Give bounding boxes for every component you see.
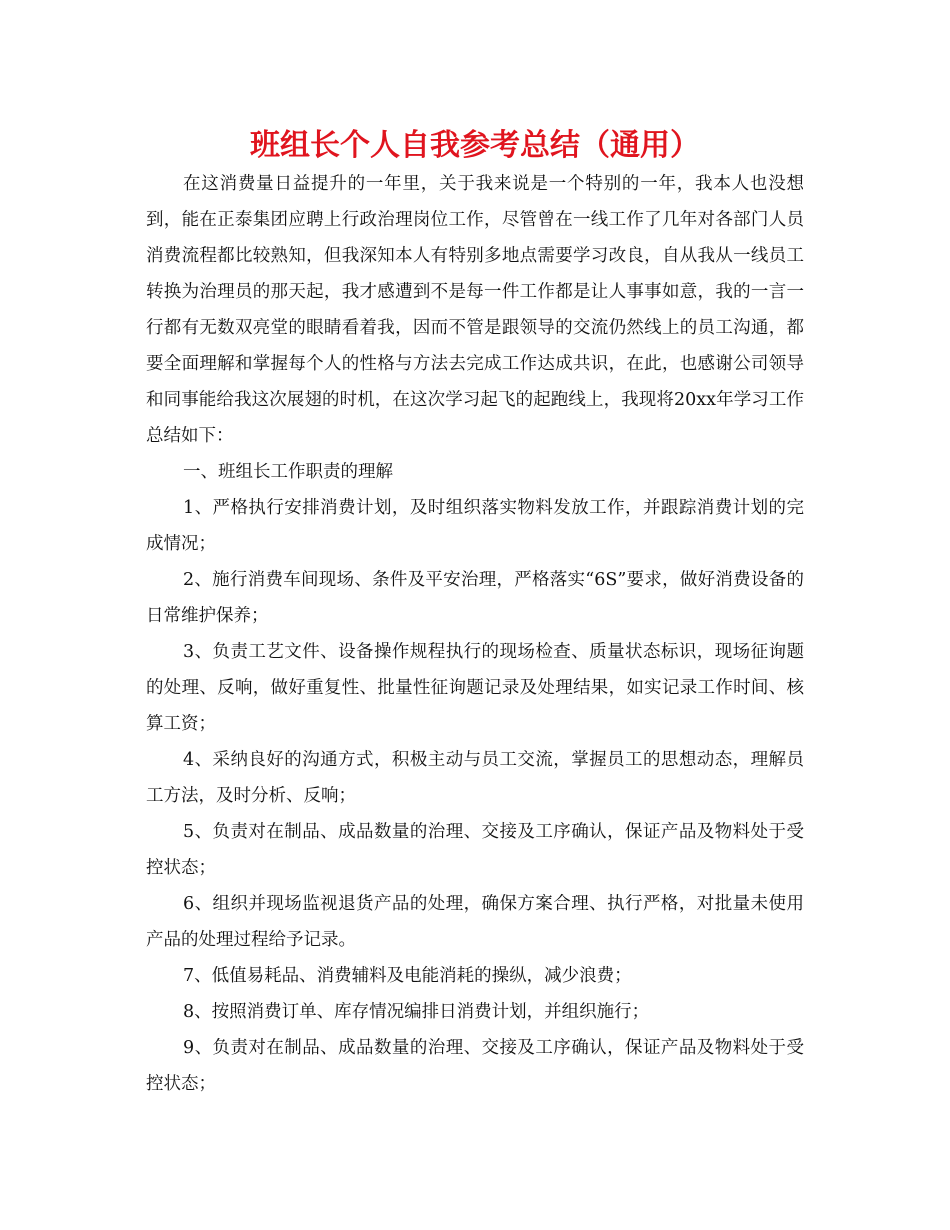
list-item-5: 5、负责对在制品、成品数量的治理、交接及工序确认，保证产品及物料处于受控状态； [146, 822, 804, 878]
list-item-1: 1、严格执行安排消费计划，及时组织落实物料发放工作，并跟踪消费计划的完成情况； [146, 498, 804, 554]
intro-paragraph: 在这消费量日益提升的一年里，关于我来说是一个特别的一年，我本人也没想到，能在正泰集团应聘上行政治理岗位工作，尽管曾在一线工作了几年对各部门人员消费流程都比较熟知，但我深知本人有特别多地点需要学习改良，自从我从一线员工转换为治理员的那天起，我才感遭到不是每一件工作都是让人事事如意，我的一言一行都有无数双亮堂的眼睛看着我，因而不管是跟领导的交流仍然线上的员工沟通，都要全面理解和掌握每个人的性格与方法去完成工作达成共识，在此，也感谢公司领导和同事能给我这次展翅的时机，在这次学习起飞的起跑线上，我现将20xx年学习工作总结如下： [146, 174, 804, 446]
document-body [146, 166, 804, 1102]
list-item-8: 8、按照消费订单、库存情况编排日消费计划，并组织施行； [183, 1002, 650, 1022]
document-title: 班组长个人自我参考总结（通用） [250, 128, 700, 163]
list-item-2: 2、施行消费车间现场、条件及平安治理，严格落实“6S”要求，做好消费设备的日常维护保养； [146, 570, 804, 626]
list-item-7: 7、低值易耗品、消费辅料及电能消耗的操纵，减少浪费； [183, 966, 632, 986]
list-item-6: 6、组织并现场监视退货产品的处理，确保方案合理、执行严格，对批量未使用产品的处理过程给予记录。 [146, 894, 804, 950]
list-item-3: 3、负责工艺文件、设备操作规程执行的现场检查、质量状态标识，现场征询题的处理、反响，做好重复性、批量性征询题记录及处理结果，如实记录工作时间、核算工资； [146, 642, 804, 734]
list-item-4: 4、采纳良好的沟通方式，积极主动与员工交流，掌握员工的思想动态，理解员工方法，及时分析、反响； [146, 750, 804, 806]
section-heading: 一、班组长工作职责的理解 [183, 462, 393, 482]
list-item-9: 9、负责对在制品、成品数量的治理、交接及工序确认，保证产品及物料处于受控状态； [146, 1038, 804, 1094]
